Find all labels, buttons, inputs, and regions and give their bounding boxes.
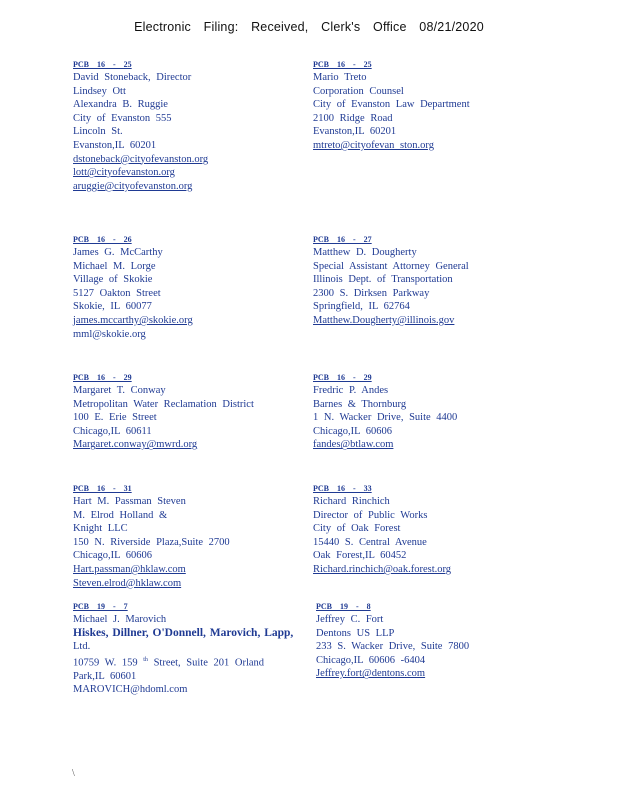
contact-line: Michael M. Lorge [73, 260, 156, 272]
contact-line: Ltd. [73, 641, 91, 653]
case-number: PCB 19 - 7 [73, 602, 128, 611]
contact-line: Alexandra B. Ruggie [73, 99, 168, 111]
email-link[interactable]: Matthew.Dougherty@illinois.gov [313, 314, 455, 326]
contact-line: Chicago,IL 60606 [73, 550, 153, 562]
contact-line: Matthew D. Dougherty [313, 247, 417, 258]
contact-line: Oak Forest,IL 60452 [313, 550, 407, 562]
filing-header: Electronic Filing: Received, Clerk's Office 08/21/2020 [134, 20, 484, 34]
contact-line: Dentons US LLP [316, 627, 395, 639]
email-link[interactable]: james.mccarthy@skokie.org [73, 314, 193, 326]
email-link[interactable]: fandes@btlaw.com [313, 439, 394, 451]
email-link[interactable]: lott@cityofevanston.org [73, 167, 175, 179]
email-link[interactable]: Steven.elrod@hklaw.com [73, 577, 182, 589]
contact-line: Special Assistant Attorney General [313, 260, 469, 272]
contact-line: David Stoneback, Director [73, 72, 192, 83]
ordinal-suffix: th [143, 656, 148, 663]
contact-line: Park,IL 60601 [73, 670, 137, 682]
case-number: PCB 16 - 31 [73, 484, 132, 493]
contact-line: Hart M. Passman Steven [73, 496, 186, 507]
contact-line: 5127 Oakton Street [73, 287, 161, 299]
case-number: PCB 16 - 26 [73, 235, 132, 244]
contact-line: Chicago,IL 60611 [73, 425, 152, 437]
street-rest: Street, Suite 201 Orland [153, 657, 265, 669]
contact-rinchich [313, 484, 451, 577]
contact-line: James G. McCarthy [73, 247, 163, 258]
contact-line: Barnes & Thornburg [313, 398, 407, 410]
contact-fort [316, 602, 469, 681]
contact-line: Metropolitan Water Reclamation District [73, 398, 254, 410]
street-number: 10759 W. 159 [73, 657, 138, 669]
case-number: PCB 16 - 29 [73, 373, 132, 382]
contact-line: Village of Skokie [73, 274, 153, 286]
contact-line: 150 N. Riverside Plaza,Suite 2700 [73, 536, 230, 548]
contact-line: Knight LLC [73, 523, 128, 535]
email-link[interactable]: Hart.passman@hklaw.com [73, 563, 186, 575]
contact-line: 2300 S. Dirksen Parkway [313, 287, 430, 299]
case-number: PCB 16 - 29 [313, 373, 372, 382]
contact-andes [313, 373, 457, 452]
case-number: PCB 19 - 8 [316, 602, 371, 611]
case-number: PCB 16 - 25 [313, 60, 372, 69]
contact-line: Richard Rinchich [313, 496, 390, 507]
contact-treto [313, 60, 470, 153]
contact-stoneback [73, 60, 208, 193]
contact-line: City of Oak Forest [313, 523, 401, 535]
contact-dougherty [313, 235, 469, 328]
contact-marovich [73, 602, 293, 697]
email-link[interactable]: dstoneback@cityofevanston.org [73, 153, 209, 165]
email-link[interactable]: mtreto@cityofevan ston.org [313, 139, 434, 151]
contact-line: 1 N. Wacker Drive, Suite 4400 [313, 412, 458, 424]
email-link[interactable]: aruggie@cityofevanston.org [73, 180, 193, 192]
contact-line: Illinois Dept. of Transportation [313, 274, 453, 286]
email-link[interactable]: Jeffrey.fort@dentons.com [316, 668, 426, 680]
contact-conway [73, 373, 254, 452]
contact-line: Margaret T. Conway [73, 385, 166, 396]
contact-line: Chicago,IL 60606 [313, 425, 393, 437]
contact-line: Corporation Counsel [313, 85, 404, 97]
contact-line: Lindsey Ott [73, 85, 126, 97]
firm-name: Hiskes, Dillner, O'Donnell, Marovich, Lapp, [73, 626, 294, 639]
case-number: PCB 16 - 33 [313, 484, 372, 493]
street-address [73, 654, 293, 670]
contact-line: Lincoln St. [73, 126, 123, 138]
contact-line: Michael J. Marovich [73, 614, 167, 625]
contact-line: Evanston,IL 60201 [73, 139, 157, 151]
email-link[interactable]: Richard.rinchich@oak.forest.org [313, 563, 452, 575]
email-link[interactable]: Margaret.conway@mwrd.org [73, 439, 198, 451]
email-text: MAROVICH@hdoml.com [73, 684, 188, 696]
contact-line: M. Elrod Holland & [73, 509, 168, 521]
contact-line: 2100 Ridge Road [313, 112, 393, 124]
contact-line: 233 S. Wacker Drive, Suite 7800 [316, 641, 470, 653]
case-number: PCB 16 - 25 [73, 60, 132, 69]
contact-line: Springfield, IL 62764 [313, 301, 410, 313]
case-number: PCB 16 - 27 [313, 235, 372, 244]
contact-line: Director of Public Works [313, 509, 428, 521]
contact-line: 15440 S. Central Avenue [313, 536, 427, 548]
contact-line: Skokie, IL 60077 [73, 301, 152, 313]
contact-line: Mario Treto [313, 72, 367, 83]
contact-mccarthy [73, 235, 193, 341]
stray-mark: \ [72, 768, 75, 779]
contact-line: Fredric P. Andes [313, 385, 389, 396]
contact-line: City of Evanston Law Department [313, 99, 470, 111]
contact-passman [73, 484, 230, 590]
contact-line: Chicago,IL 60606 -6404 [316, 654, 426, 666]
contact-line: Evanston,IL 60201 [313, 126, 397, 138]
contact-line: 100 E. Erie Street [73, 412, 157, 424]
contact-line: Jeffrey C. Fort [316, 614, 384, 625]
contact-line: City of Evanston 555 [73, 112, 172, 124]
email-link[interactable]: mml@skokie.org [73, 328, 146, 340]
